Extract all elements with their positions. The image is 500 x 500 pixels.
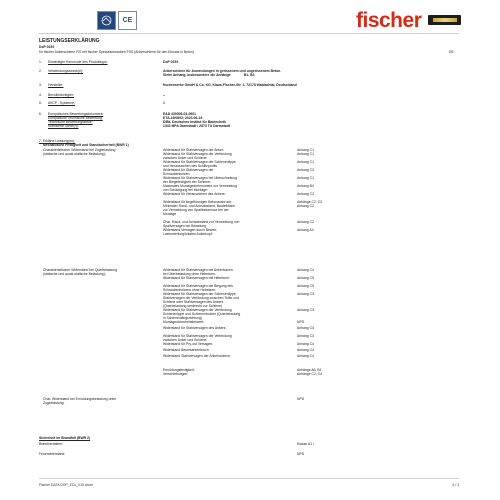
section-label: Verwendungszweck(e): <box>48 69 84 73</box>
annex-reference: Anhang C1 <box>297 160 314 164</box>
section-label: Bevollmächtigter: <box>48 93 75 97</box>
brand-tag-icon <box>428 15 461 25</box>
section-label: Eindeutiger Kenncode des Produkttyps: <box>48 60 108 64</box>
performance-characteristic: Widerstand für Stahlversagen des Ankers: <box>163 326 227 330</box>
fischer-logo: fischer <box>356 9 422 32</box>
annex-reference: Anhang C2 <box>297 220 314 224</box>
performance-characteristic: Widerstand für Stahlversagen der Verbindung Schienenlippe und Schienenbolzen (Querbelastung in Schienenlängsrichtung) <box>163 308 241 320</box>
annex-reference: Anhang A4 <box>297 228 314 232</box>
annex-reference: Anhang C4 <box>297 268 314 272</box>
dop-number: DoP 0239 <box>39 45 55 49</box>
performance-characteristic: Widerstand für Stahlversagen bei Überschreitung der Biegefestigkeit der Schiene: <box>163 176 238 184</box>
performance-characteristic: Widerstand für Stahlversagen der Schienenlippe und Herausziehen des Schlitzprofils <box>163 160 236 168</box>
performance-characteristic: Widerstand Betonkantenbruch <box>163 348 209 352</box>
performance-characteristic: Widerstand für Stahlversagen bei Biegung des Schraubenbolzens ohne Hebelarm: <box>163 284 233 292</box>
performance-characteristic: Widerstand Versagen durch Beweh- Lastverteilung/lokalen Ankerkopf: <box>163 228 218 236</box>
page-title: LEISTUNGSERKLÄRUNG <box>39 38 100 44</box>
performance-characteristic: Widerstand für Stahlversagen der Schraubenbolzen: <box>163 168 214 176</box>
section-label: Europäisches Bewertungsdokument: Europäische Technische Bewertung: Technische Bewertungsstelle: Notifizierte Stelle(n): <box>48 112 104 128</box>
performance-characteristic: Widerstand für Stahlversagen der Schienenlippe, Stahlversagen der Verbindung zwischen Teller und Schiene oder Stahlversagen des Ankers (Querbelastung senkrecht zur Schiene) <box>163 292 240 308</box>
annex-reference: NPD <box>297 320 305 324</box>
section-label: Hersteller: <box>48 83 64 87</box>
footer-divider <box>39 478 459 479</box>
fire-value-0: Klasse A1 / <box>297 442 314 446</box>
performance-characteristic: Widerstand Stahlversagen der Ankerschiene: <box>163 354 231 358</box>
annex-reference: Anhang C1 <box>297 176 314 180</box>
page-number: 6 / 3 <box>452 483 459 487</box>
annex-reference: Anhang C3 <box>297 308 314 312</box>
product-line: für fischer Ankerschiene FIS mit fischer Spezialschrauben FSS (Ankerschiene für den Einsatz in Beton) <box>39 50 194 54</box>
performance-characteristic: Ermüdungsfestigkeit: Verschiebungen: <box>163 368 195 376</box>
section-value: fischerwerke GmbH & Co. KG, Klaus-Fischer-Str. 1, 72178 Waldachtal, Deutschland <box>163 83 297 87</box>
shear-block-title: Charakteristischer Widerstand bei Querbelastung (statische und quasi-statische Belastung): <box>43 268 118 276</box>
header-divider <box>39 33 459 34</box>
fire-value-1: NPD <box>297 452 305 456</box>
annex-reference: Anhänge A6, B1 Anhänge C2, C4 <box>297 368 323 376</box>
performance-characteristic: Widerstand für Stahlversagen der Verbindung zwischen Anker und Schiene: <box>163 152 232 160</box>
section-value: Ankerschiene für Anwendungen in gerissenem und ungerissenem Beton. Siehe Anhang, insbesondere die Anhänge B1- B3 <box>163 69 282 77</box>
annex-reference: Anhang C1 <box>297 148 314 152</box>
performance-characteristic: Widerstand für Herausziehen des Ankers: <box>163 192 226 196</box>
annex-reference: Anhang C4 <box>297 348 314 352</box>
performance-characteristic: Widerstand für Pry-out Versagen: <box>163 342 214 346</box>
annex-reference: Anhang C4 <box>297 354 314 358</box>
performance-characteristic: Widerstand für Stahlversagen der Verbindung zwischen Anker und Schiene: <box>163 334 232 342</box>
section-number: 5. <box>39 101 42 105</box>
fatigue-block-title: Char. Widerstand bei Ermüdungsbelastung unter Zugbelastung: <box>43 397 117 405</box>
annex-reference: Anhang C3 <box>297 168 314 172</box>
section-number: 4. <box>39 93 42 97</box>
performance-characteristic: Char. Rand- und Achsabstand zur Vermeidung von Spaltversagen bei Belastung <box>163 220 240 228</box>
annex-reference: Anhänge C2, C3 Anhang C2 <box>297 200 323 208</box>
tension-block-title: Charakteristischer Widerstand bei Zugbelastung (statische und quasi-statische Belastung): <box>43 148 116 156</box>
annex-reference: Anhang C4 <box>297 342 314 346</box>
annex-reference: Anhang C5 <box>297 276 314 280</box>
bwr1-heading: Mechanische Festigkeit und Standsicherheit (BWR 1) <box>43 143 129 147</box>
section-value: -- <box>163 93 166 97</box>
section-label: AVCP - System/e: <box>48 101 76 105</box>
performance-characteristic: Widerstand für Stahlversagen mit Hebelarm: <box>163 276 230 280</box>
annex-reference: Anhang C5 <box>297 284 314 288</box>
fire-label-0: Brandverhalten: <box>39 442 63 446</box>
certificate-icon <box>97 11 116 30</box>
section-number: 6. <box>39 112 42 116</box>
ce-mark-icon: CE <box>118 11 137 30</box>
fire-label-1: Feuerwiderstand: <box>39 452 66 456</box>
performance-characteristic: Montagesicherheitsbeiwert: <box>163 320 205 324</box>
language-code: DE <box>449 50 454 54</box>
performance-characteristic: Widerstand für Stahlversagen der Anker: <box>163 148 225 152</box>
annex-reference: Anhang C3 <box>297 334 314 338</box>
performance-heading: 7. Erklärte Leistung(en): <box>39 139 76 143</box>
performance-characteristic: Widerstand für kegelförmigen Betonausbruch: Minimaler Rand- und Achsabstand, Bauteildicke zur Vermeidung von Spaltbetonrisse bei der Montage <box>163 200 235 216</box>
section-number: 1. <box>39 60 42 64</box>
section-number: 2. <box>39 69 42 73</box>
header-certificates <box>97 11 137 30</box>
performance-characteristic: Widerstand für Stahlversagen bei Ankerbolzen bei Überbelastung ohne Hebelarm: <box>163 268 233 276</box>
fatigue-ref: NPD <box>297 397 305 401</box>
performance-characteristic: Maximales Montagedrehmoment zur Vermeidung von Schädigung bei Montage: <box>163 184 238 192</box>
section-value: EAD 330008-03-0601 ETA-15/0892; 2023-06-16 DIBt- Deutsches Institut für Bautechnik 1343 MPA Darmstadt / 2873 TU Darmstadt <box>163 112 230 128</box>
annex-reference: Anhang C4 <box>297 326 314 330</box>
fire-heading: Sicherheit im Brandfall (BWR 2) <box>39 436 91 440</box>
section-number: 3. <box>39 83 42 87</box>
annex-reference: Anhang C2 <box>297 192 314 196</box>
annex-reference: Anhang C3 <box>297 292 314 296</box>
annex-reference: Anhang C1 <box>297 152 314 156</box>
section-value: DoP 0239 <box>163 60 179 64</box>
section-value: 1 <box>163 101 165 105</box>
annex-reference: Anhang B4 <box>297 184 314 188</box>
footer-filename: Fischer DATA DOP_ECs_V15.docm <box>39 483 94 487</box>
